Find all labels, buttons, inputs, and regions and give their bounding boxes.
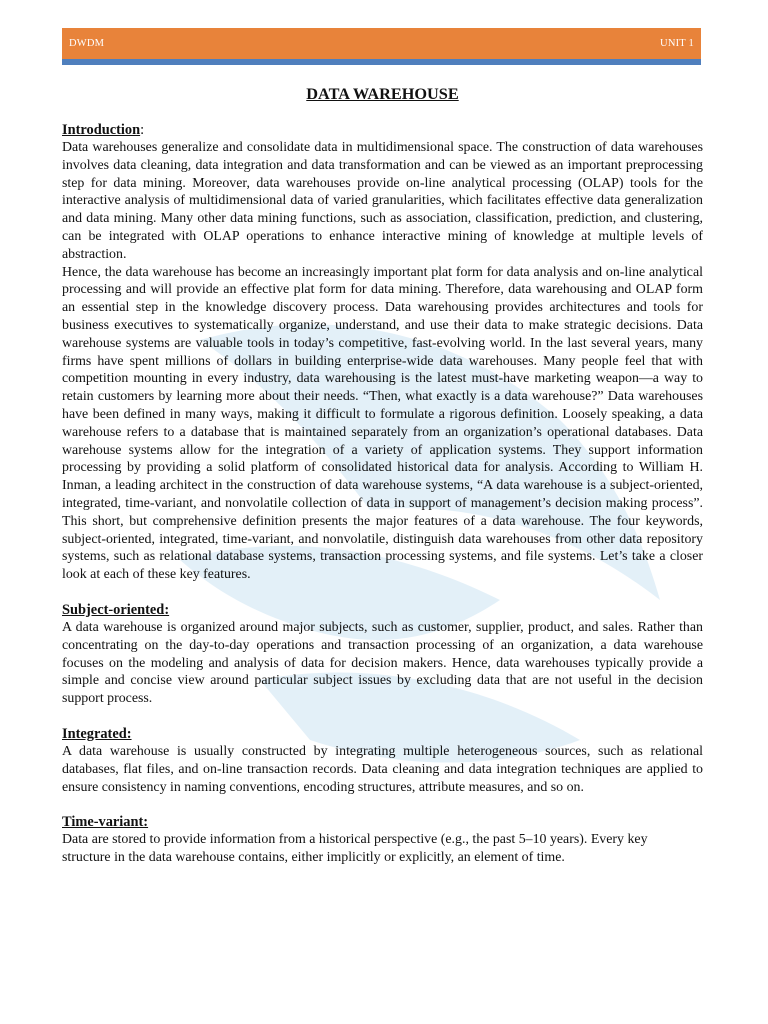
- time-variant-line-2: structure in the data warehouse contains, either implicitly or explicitly, an element of time.: [62, 850, 565, 866]
- header-course-label: DWDM: [69, 38, 105, 49]
- introduction-heading: Introduction: [62, 122, 141, 138]
- time-variant-heading: Time-variant:: [62, 814, 149, 831]
- introduction-heading-colon: :: [140, 122, 145, 138]
- integrated-paragraph: A data warehouse is usually constructed by integrating multiple heterogeneous sources, such as relational databases, flat files, and on-line transaction records. Data cleaning and data integration techniques are applied to ensure consistency in naming conventions, encoding structures, attribute measures, and so on.: [62, 743, 703, 795]
- header-unit-label: UNIT 1: [660, 38, 694, 49]
- introduction-heading-line: [62, 121, 703, 139]
- header-divider: [62, 59, 701, 65]
- time-variant-paragraph: [62, 831, 703, 867]
- introduction-paragraph-2: Hence, the data warehouse has become an increasingly important plat form for data analysis and on-line analytical processing and will provide an effective plat form for data mining. Therefore, data warehousing and OLAP form an essential step in the knowledge discovery process. Data warehousing provides architectures and tools for business executives to systematically organize, understand, and use their data to make strategic decisions. Data warehouse systems are valuable tools in today’s competitive, fast-evolving world. In the last several years, many firms have spent millions of dollars in building enterprise-wide data warehouses. Many people feel that with competition mounting in every industry, data warehousing is the latest must-have marketing weapon—a way to retain customers by learning more about their needs. “Then, what exactly is a data warehouse?” Data warehouses have been defined in many ways, making it difficult to formulate a rigorous definition. Loosely speaking, a data warehouse refers to a database that is maintained separately from an organization’s operational databases. Data warehouse systems allow for the integration of a variety of application systems. They support information processing by providing a solid platform of consolidated historical data for analysis. According to William H. Inman, a leading architect in the construction of data warehouse systems, “A data warehouse is a subject-oriented, integrated, time-variant, and nonvolatile collection of data in support of management’s decision making process”. This short, but comprehensive definition presents the major features of a data warehouse. The four keywords, subject-oriented, integrated, time-variant, and nonvolatile, distinguish data warehouses from other data repository systems, such as relational database systems, transaction processing systems, and file systems. Let’s take a closer look at each of these key features.: [62, 264, 703, 583]
- document-body: [62, 84, 703, 867]
- subject-oriented-heading: Subject-oriented:: [62, 601, 170, 618]
- subject-oriented-paragraph: A data warehouse is organized around major subjects, such as customer, supplier, product, and sales. Rather than concentrating on the day-to-day operations and transaction processing of an organization, a data warehouse focuses on the modeling and analysis of data for decision makers. Hence, data warehouses typically provide a simple and concise view around particular subject issues by excluding data that are not useful in the decision support process.: [62, 619, 703, 707]
- introduction-paragraph-1: Data warehouses generalize and consolidate data in multidimensional space. The construction of data warehouses involves data cleaning, data integration and data transformation and can be viewed as an important preprocessing step for data mining. Moreover, data warehouses provide on-line analytical processing (OLAP) tools for the interactive analysis of multidimensional data of varied granularities, which facilitates effective data generalization and data mining. Many other data mining functions, such as association, classification, prediction, and clustering, can be integrated with OLAP operations to enhance interactive mining of knowledge at multiple levels of abstraction.: [62, 140, 703, 262]
- document-title: DATA WAREHOUSE: [306, 84, 459, 103]
- page-header-bar: [62, 28, 701, 59]
- integrated-heading: Integrated:: [62, 725, 132, 742]
- time-variant-line-1: Data are stored to provide information from a historical perspective (e.g., the past 5–10 years). Every key: [62, 832, 648, 848]
